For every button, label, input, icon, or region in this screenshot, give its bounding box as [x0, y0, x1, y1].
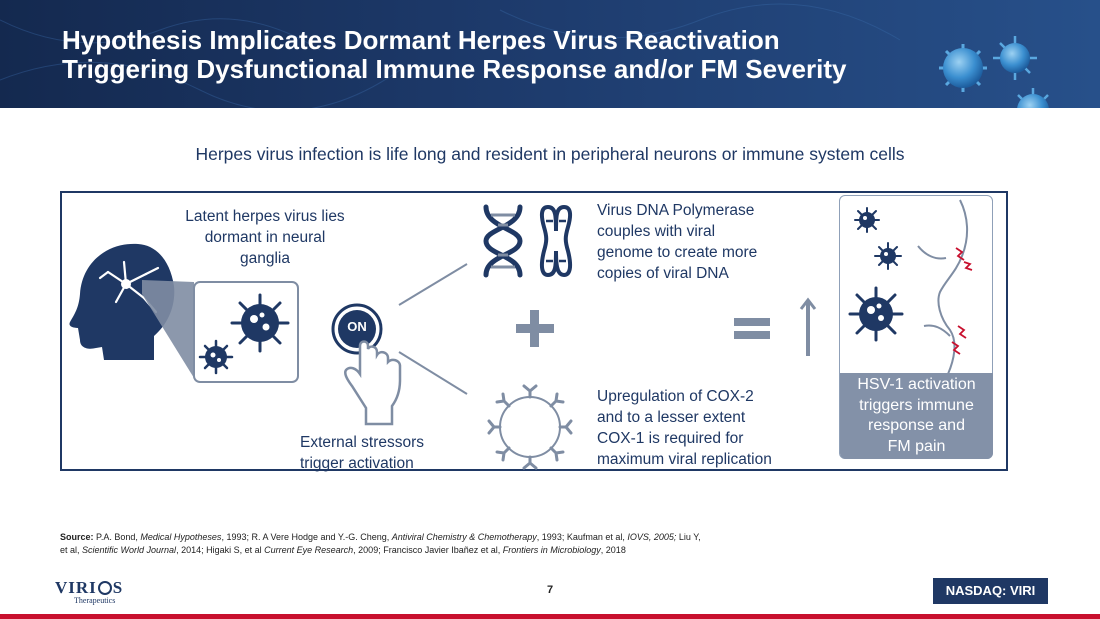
title-line-1: Hypothesis Implicates Dormant Herpes Virus Reactivation	[62, 25, 780, 55]
plus-sign-vertical	[530, 310, 539, 347]
dna-chromosome-icon	[480, 203, 580, 279]
source-line-2: et al, Scientific World Journal, 2014; Higaki S, et al Current Eye Research, 2009; Francisco Javier Ibañez et al, Frontiers in Microbiology, 2018	[60, 545, 626, 555]
polymerase-description: Virus DNA Polymerase couples with viral genome to create more copies of viral DNA	[597, 202, 758, 282]
stressors-label: External stressors trigger activation	[300, 434, 425, 472]
virus-cluster-icon	[920, 30, 1100, 108]
dormant-virus-icons	[196, 285, 296, 377]
source-citation	[60, 531, 760, 557]
source-line-1: Source: P.A. Bond, Medical Hypotheses, 1993; R. A Vere Hodge and Y.-G. Cheng, Antiviral Chemistry & Chemotherapy, 1993; Kaufman et al, IOVS, 2005; Liu Y,	[60, 532, 701, 542]
logo-globe-icon	[98, 581, 112, 595]
logo-subtitle: Therapeutics	[74, 596, 116, 605]
page-number: 7	[546, 584, 554, 596]
equals-sign-bottom	[734, 331, 770, 339]
hsv-activation-label: HSV-1 activation triggers immune response and FM pain	[840, 373, 993, 459]
bottom-accent-bar	[0, 614, 1100, 619]
subtitle: Herpes virus infection is life long and resident in peripheral neurons or immune system cells	[195, 144, 905, 164]
title-line-2: Triggering Dysfunctional Immune Response and/or FM Severity	[62, 54, 847, 84]
up-arrow-icon	[798, 296, 818, 358]
connector-lines	[395, 260, 475, 400]
header-banner	[0, 0, 1100, 108]
cox-enzyme-ring-icon	[484, 383, 576, 471]
cox-description: Upregulation of COX-2 and to a lesser extent COX-1 is required for maximum viral replication	[597, 388, 772, 468]
on-button-label: ON	[347, 319, 367, 334]
company-logo: VIRI S	[55, 578, 124, 597]
body-pain-illustration	[840, 196, 993, 376]
ticker-badge: NASDAQ: VIRI	[933, 578, 1048, 604]
equals-sign-top	[734, 318, 770, 326]
latent-virus-label: Latent herpes virus lies dormant in neural ganglia	[185, 208, 345, 267]
